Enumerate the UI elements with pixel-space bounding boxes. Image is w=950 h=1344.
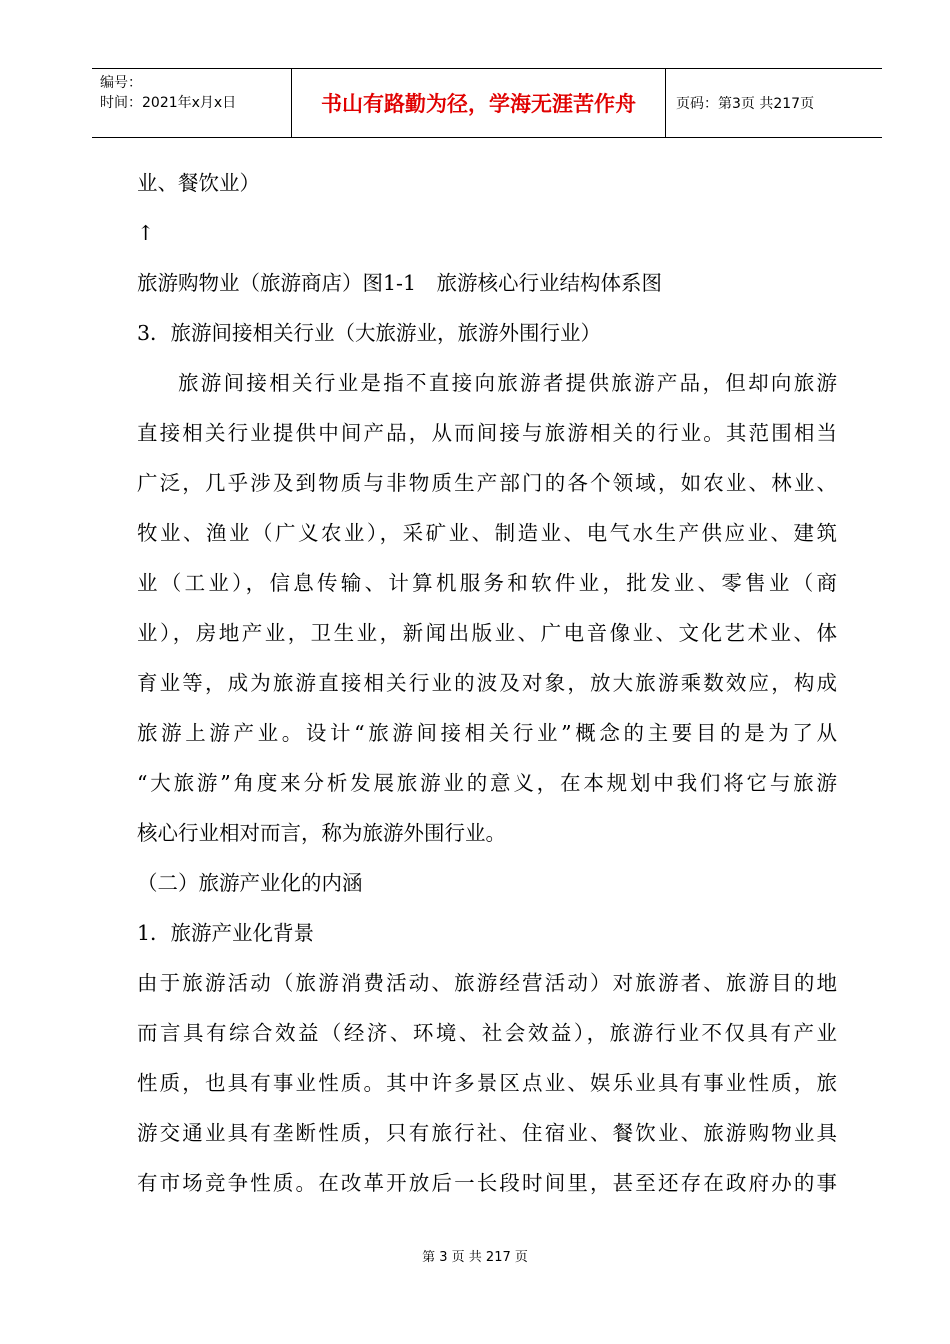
text-line: 由于旅游活动（旅游消费活动、旅游经营活动）对旅游者、旅游目的地: [137, 971, 837, 995]
time-label: 时间：2021年x月x日: [100, 95, 237, 111]
text-line: 直接相关行业提供中间产品，从而间接与旅游相关的行业。其范围相当: [137, 421, 837, 445]
text-line: 性质，也具有事业性质。其中许多景区点业、娱乐业具有事业性质，旅: [137, 1071, 837, 1095]
text-line: 有市场竞争性质。在改革开放后一长段时间里，甚至还存在政府办的事: [137, 1171, 837, 1195]
text-line: 旅游上游产业。设计“旅游间接相关行业”概念的主要目的是为了从: [137, 721, 837, 745]
page-footer: 第 3 页 共 217 页: [422, 1250, 528, 1265]
section-heading: （二）旅游产业化的内涵: [137, 871, 363, 895]
text-line: 业（工业），信息传输、计算机服务和软件业，批发业、零售业（商: [137, 571, 837, 595]
figure-caption: 旅游购物业（旅游商店）图1-1 旅游核心行业结构体系图: [137, 271, 663, 295]
arrow-line: ↑: [137, 221, 155, 245]
text-line: 而言具有综合效益（经济、环境、社会效益），旅游行业不仅具有产业: [137, 1021, 837, 1045]
number-label: 编号：: [100, 75, 142, 91]
text-line: “大旅游”角度来分析发展旅游业的意义，在本规划中我们将它与旅游: [137, 771, 837, 795]
document-body: [137, 158, 837, 1208]
section-heading: 3．旅游间接相关行业（大旅游业，旅游外围行业）: [137, 321, 602, 345]
text-line: 游交通业具有垄断性质，只有旅行社、住宿业、餐饮业、旅游购物业具: [137, 1121, 837, 1145]
text-line: 核心行业相对而言，称为旅游外围行业。: [137, 821, 506, 845]
page-header: [92, 68, 882, 138]
text-line: 育业等，成为旅游直接相关行业的波及对象，放大旅游乘数效应，构成: [137, 671, 837, 695]
text-line: 业、餐饮业）: [137, 171, 260, 195]
text-line: 业），房地产业，卫生业，新闻出版业、广电音像业、文化艺术业、体: [137, 621, 837, 645]
section-heading: 1．旅游产业化背景: [137, 921, 315, 945]
header-meta: [92, 69, 292, 137]
header-motto: 书山有路勤为径，学海无涯苦作舟: [292, 69, 666, 137]
header-page-info: 页码：第3页 共217页: [676, 96, 815, 112]
text-line: 牧业、渔业（广义农业），采矿业、制造业、电气水生产供应业、建筑: [137, 521, 837, 545]
text-line: 广泛，几乎涉及到物质与非物质生产部门的各个领域，如农业、林业、: [137, 471, 837, 495]
text-line: 旅游间接相关行业是指不直接向旅游者提供旅游产品，但却向旅游: [178, 371, 837, 395]
